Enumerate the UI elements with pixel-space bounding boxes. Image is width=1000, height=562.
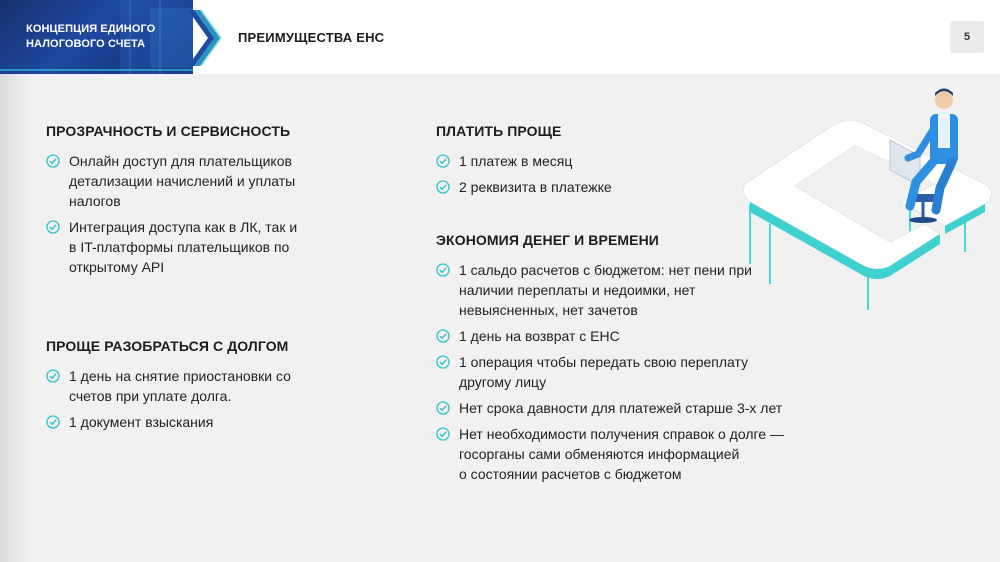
item-line: открытому API [69, 259, 165, 275]
check-circle-icon [46, 415, 60, 429]
item-line: Нет срока давности для платежей старше 3-х лет [459, 400, 783, 416]
section-title: ПРОЗРАЧНОСТЬ И СЕРВИСНОСТЬ [46, 123, 291, 139]
brand-title [26, 22, 186, 52]
item-line: 1 платеж в месяц [459, 153, 573, 169]
list-item [46, 412, 386, 432]
list-item [436, 177, 736, 197]
check-circle-icon [436, 180, 450, 194]
list-item [436, 424, 836, 484]
item-line: 1 день на снятие приостановки со [69, 368, 291, 384]
item-line: невыясненных, нет зачетов [459, 302, 638, 318]
item-line: наличии переплаты и недоимки, нет [459, 282, 696, 298]
check-circle-icon [436, 427, 450, 441]
item-line: Интеграция доступа как в ЛК, так и [69, 219, 298, 235]
list-item [436, 326, 836, 346]
slide-header [0, 0, 1000, 74]
list-item [46, 151, 386, 211]
section-title: ЭКОНОМИЯ ДЕНЕГ И ВРЕМЕНИ [436, 232, 659, 248]
check-circle-icon [46, 154, 60, 168]
person-at-desk-illustration [740, 84, 1000, 324]
section-pay [436, 123, 736, 203]
section-transparency [46, 123, 386, 283]
item-line: о состоянии расчетов с бюджетом [459, 466, 682, 482]
item-line: 1 операция чтобы передать свою переплату [459, 354, 749, 370]
brand-block [0, 0, 193, 74]
section-title: ПРОЩЕ РАЗОБРАТЬСЯ С ДОЛГОМ [46, 338, 289, 354]
left-edge-shade [0, 74, 30, 562]
check-circle-icon [46, 220, 60, 234]
item-line: 2 реквизита в платежке [459, 179, 612, 195]
list-item [436, 151, 736, 171]
list-item [436, 398, 836, 418]
brand-title-line: НАЛОГОВОГО СЧЕТА [26, 38, 146, 50]
item-line: в IT-платформы плательщиков по [69, 239, 290, 255]
check-circle-icon [436, 355, 450, 369]
item-line: Онлайн доступ для плательщиков [69, 153, 292, 169]
check-circle-icon [436, 329, 450, 343]
check-circle-icon [436, 154, 450, 168]
brand-title-line: КОНЦЕПЦИЯ ЕДИНОГО [26, 23, 156, 35]
list-item [46, 217, 386, 277]
item-line: налогов [69, 193, 121, 209]
item-line: Нет необходимости получения справок о долге — [459, 426, 784, 442]
section-title: ПЛАТИТЬ ПРОЩЕ [436, 123, 562, 139]
item-line: счетов при уплате долга. [69, 388, 232, 404]
check-circle-icon [436, 401, 450, 415]
item-line: госорганы сами обменяются информацией [459, 446, 740, 462]
chevron-arrow-icon [188, 10, 222, 66]
list-item [46, 366, 386, 406]
item-line: детализации начислений и уплаты [69, 173, 296, 189]
check-circle-icon [46, 369, 60, 383]
item-line: 1 день на возврат с ЕНС [459, 328, 620, 344]
item-line: 1 документ взыскания [69, 414, 214, 430]
list-item [436, 352, 836, 392]
page-number: 5 [950, 21, 984, 53]
page-title: ПРЕИМУЩЕСТВА ЕНС [238, 30, 385, 45]
section-debt [46, 338, 386, 438]
item-line: 1 сальдо расчетов с бюджетом: нет пени при [459, 262, 752, 278]
item-line: другому лицу [459, 374, 547, 390]
check-circle-icon [436, 263, 450, 277]
